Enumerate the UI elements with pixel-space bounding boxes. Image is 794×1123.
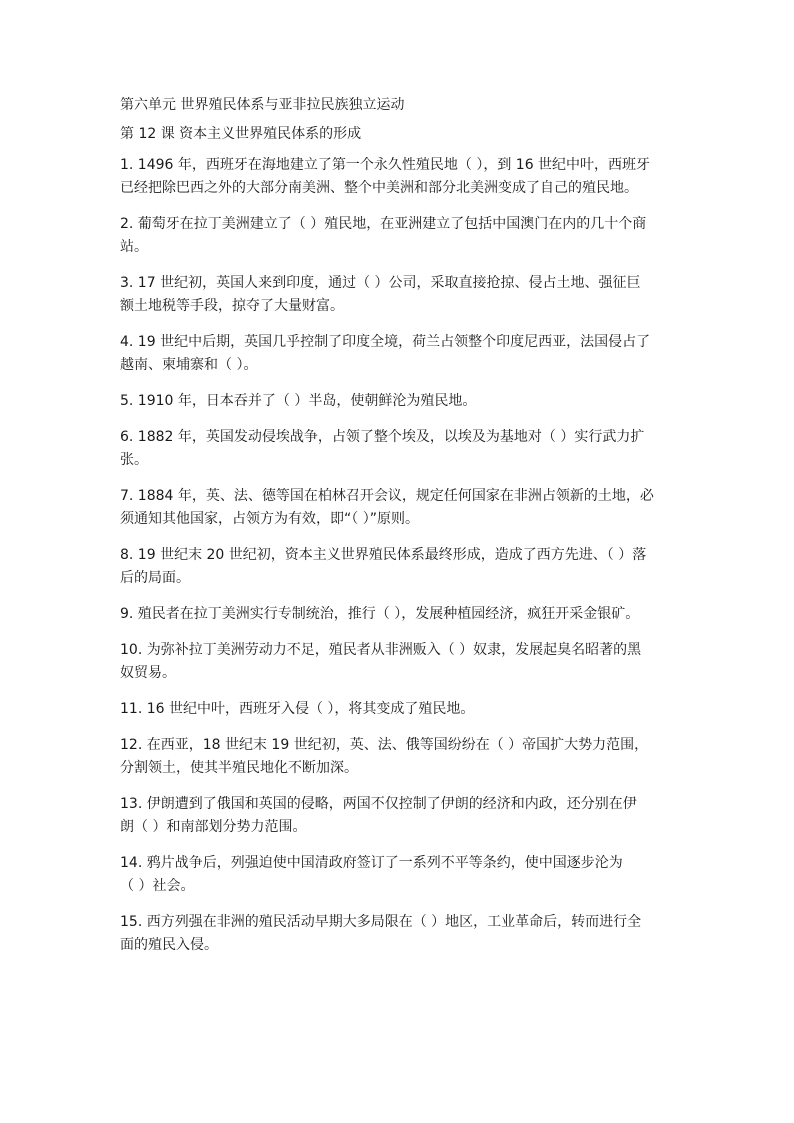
question-5: [120, 390, 676, 413]
question-2: [120, 213, 676, 259]
question-7: [120, 485, 676, 531]
question-14: [120, 852, 676, 898]
question-line: 14. 鸦片战争后，列强迫使中国清政府签订了一系列不平等条约，使中国逐步沦为: [120, 855, 623, 871]
question-line: 7. 1884 年，英、法、德等国在柏林召开会议，规定任何国家在非洲占领新的土地，必: [120, 488, 654, 504]
question-line: 12. 在西亚，18 世纪末 19 世纪初，英、法、俄等国纷纷在（ ）帝国扩大势力范围，: [120, 737, 649, 753]
question-line: 8. 19 世纪末 20 世纪初，资本主义世界殖民体系最终形成，造成了西方先进、（ ）落: [120, 547, 647, 563]
question-line: 15. 西方列强在非洲的殖民活动早期大多局限在（ ）地区，工业革命后，转而进行全: [120, 914, 642, 930]
question-1: [120, 154, 676, 200]
question-line: 2. 葡萄牙在拉丁美洲建立了（ ）殖民地，在亚洲建立了包括中国澳门在内的几十个商: [120, 216, 647, 232]
question-line: 朗（ ）和南部划分势力范围。: [120, 819, 307, 835]
question-line: 分割领土，使其半殖民地化不断加深。: [120, 760, 358, 776]
question-line: 3. 17 世纪初，英国人来到印度，通过（ ）公司，采取直接抢掠、侵占土地、强征巨: [120, 275, 641, 291]
question-12: [120, 734, 676, 780]
question-line: 4. 19 世纪中后期，英国几乎控制了印度全境，荷兰占领整个印度尼西亚，法国侵占了: [120, 334, 651, 350]
question-line: 面的殖民入侵。: [120, 937, 218, 953]
question-line: 须通知其他国家，占领方为有效，即“（ ）”原则。: [120, 511, 419, 527]
question-line: 后的局面。: [120, 570, 190, 586]
question-15: [120, 911, 676, 957]
question-line: 站。: [120, 239, 148, 255]
question-line: 13. 伊朗遭到了俄国和英国的侵略，两国不仅控制了伊朗的经济和内政，还分别在伊: [120, 796, 637, 812]
question-line: 张。: [120, 452, 148, 468]
question-line: 越南、柬埔寨和（ ）。: [120, 357, 258, 373]
question-line: 5. 1910 年，日本吞并了（ ）半岛，使朝鲜沦为殖民地。: [120, 393, 477, 409]
unit-title: 第六单元 世界殖民体系与亚非拉民族独立运动: [120, 97, 405, 113]
lesson-title: 第 12 课 资本主义世界殖民体系的形成: [120, 126, 362, 142]
document-page: [120, 94, 676, 970]
question-6: [120, 426, 676, 472]
question-line: 10. 为弥补拉丁美洲劳动力不足，殖民者从非洲贩入（ ）奴隶，发展起臭名昭著的黑: [120, 642, 642, 658]
question-line: 11. 16 世纪中叶，西班牙入侵（ ），将其变成了殖民地。: [120, 701, 475, 717]
question-line: 9. 殖民者在拉丁美洲实行专制统治，推行（ ），发展种植园经济，疯狂开采金银矿。: [120, 606, 640, 622]
question-9: [120, 603, 676, 626]
question-10: [120, 639, 676, 685]
question-line: （ ）社会。: [120, 878, 195, 894]
question-line: 1. 1496 年，西班牙在海地建立了第一个永久性殖民地（ ），到 16 世纪中叶，西班牙: [120, 157, 651, 173]
question-line: 额土地税等手段，掠夺了大量财富。: [120, 298, 344, 314]
question-11: [120, 698, 676, 721]
question-8: [120, 544, 676, 590]
question-3: [120, 272, 676, 318]
question-line: 已经把除巴西之外的大部分南美洲、整个中美洲和部分北美洲变成了自己的殖民地。: [120, 180, 638, 196]
question-line: 奴贸易。: [120, 665, 176, 681]
question-line: 6. 1882 年，英国发动侵埃战争，占领了整个埃及，以埃及为基地对（ ）实行武力扩: [120, 429, 645, 445]
question-4: [120, 331, 676, 377]
question-13: [120, 793, 676, 839]
